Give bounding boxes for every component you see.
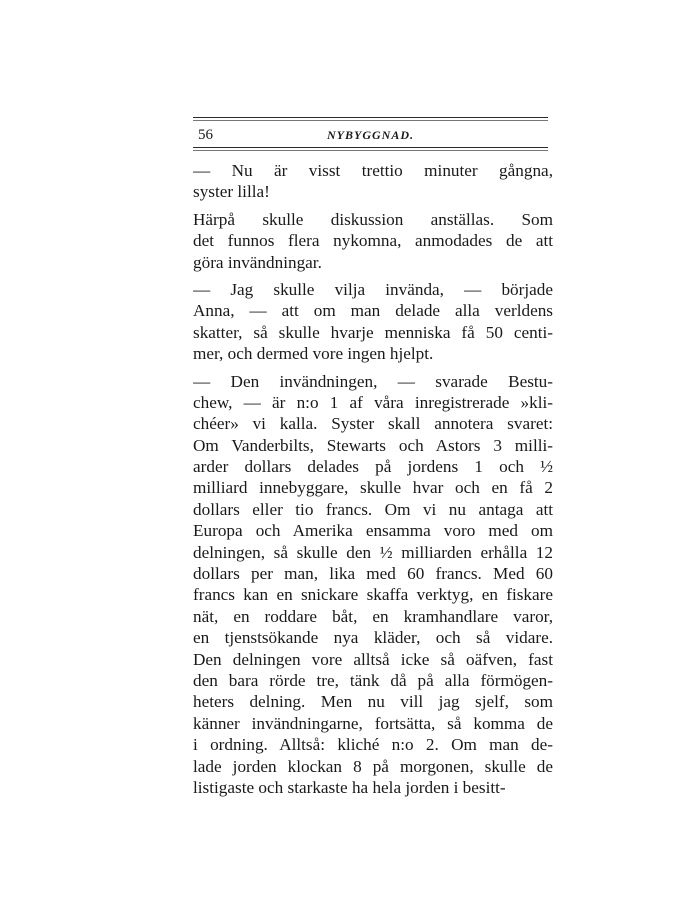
- text-line: — Jag skulle vilja invända, — började: [193, 279, 553, 299]
- text-line: dollars per man, lika med 60 francs. Med 60: [193, 564, 553, 584]
- text-line: skatter, så skulle hvarje menniska få 50 centi-: [193, 322, 553, 342]
- text-line: göra invändningar.: [193, 252, 322, 272]
- running-title: NYBYGGNAD.: [327, 128, 414, 142]
- text-line: Om Vanderbilts, Stewarts och Astors 3 milli-: [193, 435, 553, 455]
- text-line: i ordning. Alltså: kliché n:o 2. Om man de-: [193, 735, 553, 755]
- text-line: lade jorden klockan 8 på morgonen, skulle de: [193, 756, 553, 776]
- header-rule-top: [193, 117, 548, 118]
- paragraph: [193, 160, 553, 203]
- text-line: känner invändningarne, fortsätta, så komma de: [193, 713, 553, 733]
- header-rule-bottom: [193, 147, 548, 148]
- text-line: delningen, så skulle den ½ milliarden erhålla 12: [193, 542, 553, 562]
- text-line: listigaste och starkaste ha hela jorden i besitt-: [193, 777, 506, 797]
- text-line: Europa och Amerika ensamma voro med om: [193, 521, 553, 541]
- text-line: mer, och dermed vore ingen hjelpt.: [193, 344, 434, 364]
- body-text: [193, 160, 553, 798]
- text-line: chéer» vi kalla. Syster skall annotera svaret:: [193, 414, 553, 434]
- page-number: 56: [198, 127, 213, 143]
- page-header: [193, 117, 548, 153]
- paragraph: [193, 371, 553, 799]
- paragraph: [193, 279, 553, 365]
- text-line: Den delningen vore alltså icke så oäfven, fast: [193, 649, 553, 669]
- header-rule-top-inner: [193, 120, 548, 121]
- text-line: — Den invändningen, — svarade Bestu-: [193, 371, 553, 391]
- text-line: chew, — är n:o 1 af våra inregistrerade »kli-: [193, 392, 553, 412]
- text-line: heters delning. Men nu vill jag sjelf, som: [193, 692, 553, 712]
- text-line: dollars eller tio francs. Om vi nu antaga att: [193, 499, 553, 519]
- text-line: milliard innebyggare, skulle hvar och en få 2: [193, 478, 553, 498]
- text-line: Härpå skulle diskussion anställas. Som: [193, 209, 553, 229]
- text-line: arder dollars delades på jordens 1 och ½: [193, 457, 553, 477]
- text-line: Anna, — att om man delade alla verldens: [193, 301, 553, 321]
- text-line: en tjenstsökande nya kläder, och så vidare.: [193, 628, 553, 648]
- header-rule-bottom-inner: [193, 150, 548, 151]
- text-line: det funnos flera nykomna, anmodades de att: [193, 231, 553, 251]
- text-line: — Nu är visst trettio minuter gångna,: [193, 161, 553, 180]
- text-line: nät, en roddare båt, en kramhandlare varor,: [193, 606, 553, 626]
- text-line: francs kan en snickare skaffa verktyg, en fiskare: [193, 585, 553, 605]
- text-line: den bara rörde tre, tänk då på alla förmögen-: [193, 670, 553, 690]
- paragraph: [193, 209, 553, 273]
- text-line: syster lilla!: [193, 182, 270, 202]
